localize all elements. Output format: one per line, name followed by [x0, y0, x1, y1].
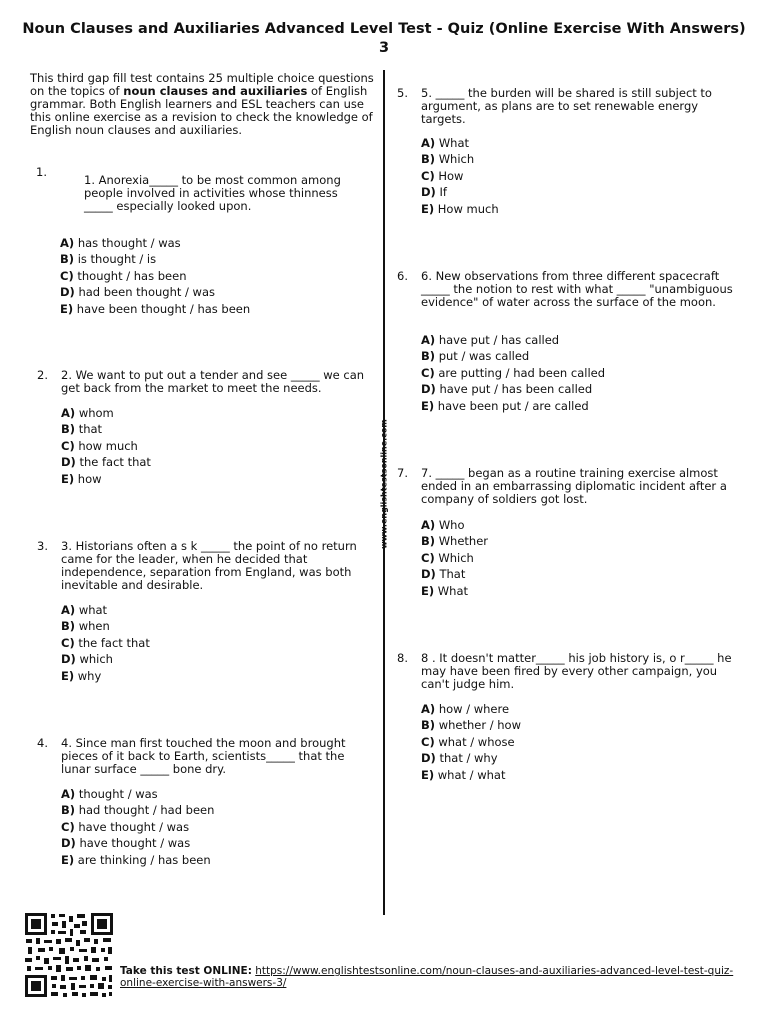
- option-letter: E): [421, 398, 435, 413]
- question-number: 1.: [36, 165, 47, 179]
- answer-option[interactable]: [421, 334, 605, 350]
- answer-option[interactable]: [421, 519, 488, 535]
- answer-option[interactable]: [61, 804, 214, 820]
- option-letter: C): [421, 550, 435, 565]
- option-text: What: [438, 136, 470, 150]
- answer-option[interactable]: [421, 186, 499, 202]
- option-letter: A): [61, 406, 76, 420]
- option-text: thought / has been: [77, 268, 187, 283]
- question-text: 4. Since man first touched the moon and brought pieces of it back to Earth, scientists_____ that the lunar surface _____ bone dry.: [61, 736, 346, 776]
- question-text: 3. Historians often a s k _____ the point of no return came for the leader, when he decided that independence, separation from England, was both inevitable and desirable.: [61, 539, 357, 592]
- option-text: what / whose: [438, 734, 515, 749]
- answer-options: [61, 788, 214, 870]
- answer-option[interactable]: [60, 237, 250, 253]
- answer-options: [421, 137, 499, 219]
- option-text: That: [439, 567, 466, 582]
- option-text: put / was called: [438, 349, 530, 364]
- option-text: how much: [78, 438, 138, 453]
- option-letter: B): [60, 252, 75, 267]
- option-text: what: [78, 603, 108, 617]
- option-letter: A): [421, 518, 436, 532]
- option-letter: C): [421, 734, 435, 749]
- option-letter: E): [61, 668, 75, 683]
- question-text: 6. New observations from three different spacecraft _____ the notion to rest with what _____ "unambiguous evidence" of water across the surface of the moon.: [421, 269, 733, 309]
- answer-option[interactable]: [421, 350, 605, 366]
- option-letter: C): [60, 268, 74, 283]
- option-text: have been thought / has been: [76, 301, 251, 316]
- option-letter: A): [60, 236, 75, 250]
- option-letter: B): [61, 619, 76, 634]
- answer-option[interactable]: [61, 670, 150, 686]
- option-letter: E): [421, 583, 435, 598]
- option-letter: B): [421, 534, 436, 549]
- option-text: how: [77, 471, 102, 486]
- answer-option[interactable]: [60, 303, 250, 319]
- answer-option[interactable]: [421, 137, 499, 153]
- option-letter: D): [61, 652, 76, 667]
- option-letter: A): [421, 702, 436, 716]
- option-letter: B): [421, 718, 436, 733]
- option-text: How: [438, 168, 464, 183]
- answer-option[interactable]: [61, 788, 214, 804]
- answer-option[interactable]: [421, 568, 488, 584]
- option-letter: D): [421, 567, 436, 582]
- option-letter: C): [421, 365, 435, 380]
- answer-option[interactable]: [421, 383, 605, 399]
- option-letter: A): [61, 787, 76, 801]
- side-watermark-url: www.englishtestsonline.com: [379, 419, 389, 549]
- answer-options: [421, 519, 488, 601]
- answer-options: [60, 237, 250, 319]
- answer-option[interactable]: [60, 286, 250, 302]
- option-text: have thought / was: [79, 836, 191, 851]
- answer-option[interactable]: [61, 604, 150, 620]
- answer-options: [421, 334, 605, 416]
- intro-text-after: of English grammar. Both English learners and ESL teachers can use this online exercise as a revision to check the knowledge of English noun clauses and auxiliaries.: [30, 84, 373, 137]
- answer-options: [421, 703, 521, 785]
- answer-option[interactable]: [61, 637, 150, 653]
- question-number: 7.: [397, 466, 408, 480]
- option-letter: B): [421, 152, 436, 167]
- answer-option[interactable]: [421, 719, 521, 735]
- answer-option[interactable]: [61, 473, 151, 489]
- option-text: whether / how: [438, 718, 521, 733]
- answer-option[interactable]: [421, 203, 499, 219]
- option-text: Which: [438, 152, 475, 167]
- option-text: when: [78, 619, 110, 634]
- option-text: how / where: [438, 702, 510, 716]
- option-text: Which: [438, 550, 474, 565]
- answer-option[interactable]: [61, 620, 150, 636]
- answer-option[interactable]: [61, 407, 151, 423]
- qr-code-icon[interactable]: [24, 912, 114, 998]
- answer-option[interactable]: [421, 400, 605, 416]
- answer-option[interactable]: [421, 535, 488, 551]
- option-letter: D): [421, 751, 436, 766]
- answer-option[interactable]: [421, 585, 488, 601]
- answer-option[interactable]: [60, 253, 250, 269]
- footer-label: Take this test ONLINE:: [120, 965, 252, 977]
- option-text: what / what: [437, 767, 506, 782]
- option-text: whom: [78, 406, 114, 420]
- option-letter: C): [61, 635, 75, 650]
- option-text: have thought / was: [78, 819, 190, 834]
- answer-option[interactable]: [421, 736, 521, 752]
- option-letter: A): [421, 136, 436, 150]
- option-letter: E): [60, 301, 74, 316]
- option-letter: E): [61, 852, 75, 867]
- question-text: 1. Anorexia_____ to be most common among people involved in activities whose thinness _____ especially looked upon.: [84, 173, 341, 213]
- option-letter: D): [61, 836, 76, 851]
- question-number: 5.: [397, 86, 408, 100]
- answer-option[interactable]: [61, 837, 214, 853]
- question-number: 4.: [37, 736, 48, 750]
- option-letter: B): [421, 349, 436, 364]
- page-title: Noun Clauses and Auxiliaries Advanced Level Test - Quiz (Online Exercise With Answers) 3: [22, 21, 746, 56]
- option-letter: A): [61, 603, 76, 617]
- answer-option[interactable]: [60, 270, 250, 286]
- question-text: 8 . It doesn't matter_____ his job history is, o r_____ he may have been fired by every other campaign, you can't judge him.: [421, 651, 732, 691]
- option-text: What: [437, 583, 468, 598]
- answer-option[interactable]: [421, 752, 521, 768]
- option-letter: B): [61, 422, 76, 437]
- option-text: the fact that: [79, 455, 151, 470]
- question-number: 8.: [397, 651, 408, 665]
- option-letter: E): [421, 767, 435, 782]
- option-text: have put / has been called: [439, 382, 593, 397]
- answer-option[interactable]: [61, 854, 214, 870]
- answer-option[interactable]: [421, 769, 521, 785]
- option-letter: D): [421, 185, 436, 200]
- option-text: are putting / had been called: [438, 365, 606, 380]
- option-text: that / why: [439, 751, 498, 766]
- question-text: 7. _____ began as a routine training exercise almost ended in an embarrassing diplomatic incident after a company of soldiers got lost.: [421, 466, 727, 506]
- option-text: which: [79, 652, 113, 667]
- intro-text-before: This third gap fill test contains 25 multiple choice questions on the topics of: [30, 71, 374, 98]
- intro-paragraph: [30, 72, 380, 137]
- option-text: why: [77, 668, 102, 683]
- answer-option[interactable]: [421, 170, 499, 186]
- option-letter: B): [61, 803, 76, 818]
- option-text: How much: [437, 201, 499, 216]
- option-text: Who: [438, 518, 465, 532]
- option-text: that: [78, 422, 103, 437]
- option-text: thought / was: [78, 787, 158, 801]
- question-text: 2. We want to put out a tender and see _____ we can get back from the market to meet the needs.: [61, 368, 365, 395]
- option-letter: E): [61, 471, 75, 486]
- option-letter: C): [61, 438, 75, 453]
- answer-option[interactable]: [421, 703, 521, 719]
- option-letter: E): [421, 201, 435, 216]
- option-letter: C): [421, 168, 435, 183]
- option-text: If: [439, 185, 447, 200]
- question-number: 3.: [37, 539, 48, 553]
- option-letter: D): [421, 382, 436, 397]
- option-text: is thought / is: [77, 252, 157, 267]
- answer-option[interactable]: [61, 821, 214, 837]
- option-text: have been put / are called: [437, 398, 589, 413]
- option-letter: D): [61, 455, 76, 470]
- option-text: has thought / was: [77, 236, 181, 250]
- option-letter: A): [421, 333, 436, 347]
- answer-option[interactable]: [421, 552, 488, 568]
- question-number: 2.: [37, 368, 48, 382]
- question-number: 6.: [397, 269, 408, 283]
- question-text: 5. _____ the burden will be shared is still subject to argument, as plans are to set renewable energy targets.: [421, 86, 712, 126]
- answer-option[interactable]: [61, 423, 151, 439]
- option-text: the fact that: [78, 635, 150, 650]
- option-letter: D): [60, 285, 75, 300]
- footer-test-link[interactable]: https://www.englishtestsonline.com/noun-clauses-and-auxiliaries-advanced-level-test-quiz-online-exercise-with-answers-3/: [120, 965, 734, 989]
- option-text: Whether: [438, 534, 489, 549]
- answer-options: [61, 604, 150, 686]
- answer-option[interactable]: [61, 440, 151, 456]
- option-text: are thinking / has been: [77, 852, 211, 867]
- answer-options: [61, 407, 151, 489]
- option-text: had thought / had been: [78, 803, 215, 818]
- option-text: had been thought / was: [78, 285, 216, 300]
- answer-option[interactable]: [421, 367, 605, 383]
- intro-text-bold: noun clauses and auxiliaries: [123, 84, 308, 98]
- option-letter: C): [61, 819, 75, 834]
- footer: [120, 965, 740, 989]
- answer-option[interactable]: [61, 456, 151, 472]
- answer-option[interactable]: [61, 653, 150, 669]
- option-text: have put / has called: [438, 333, 560, 347]
- answer-option[interactable]: [421, 153, 499, 169]
